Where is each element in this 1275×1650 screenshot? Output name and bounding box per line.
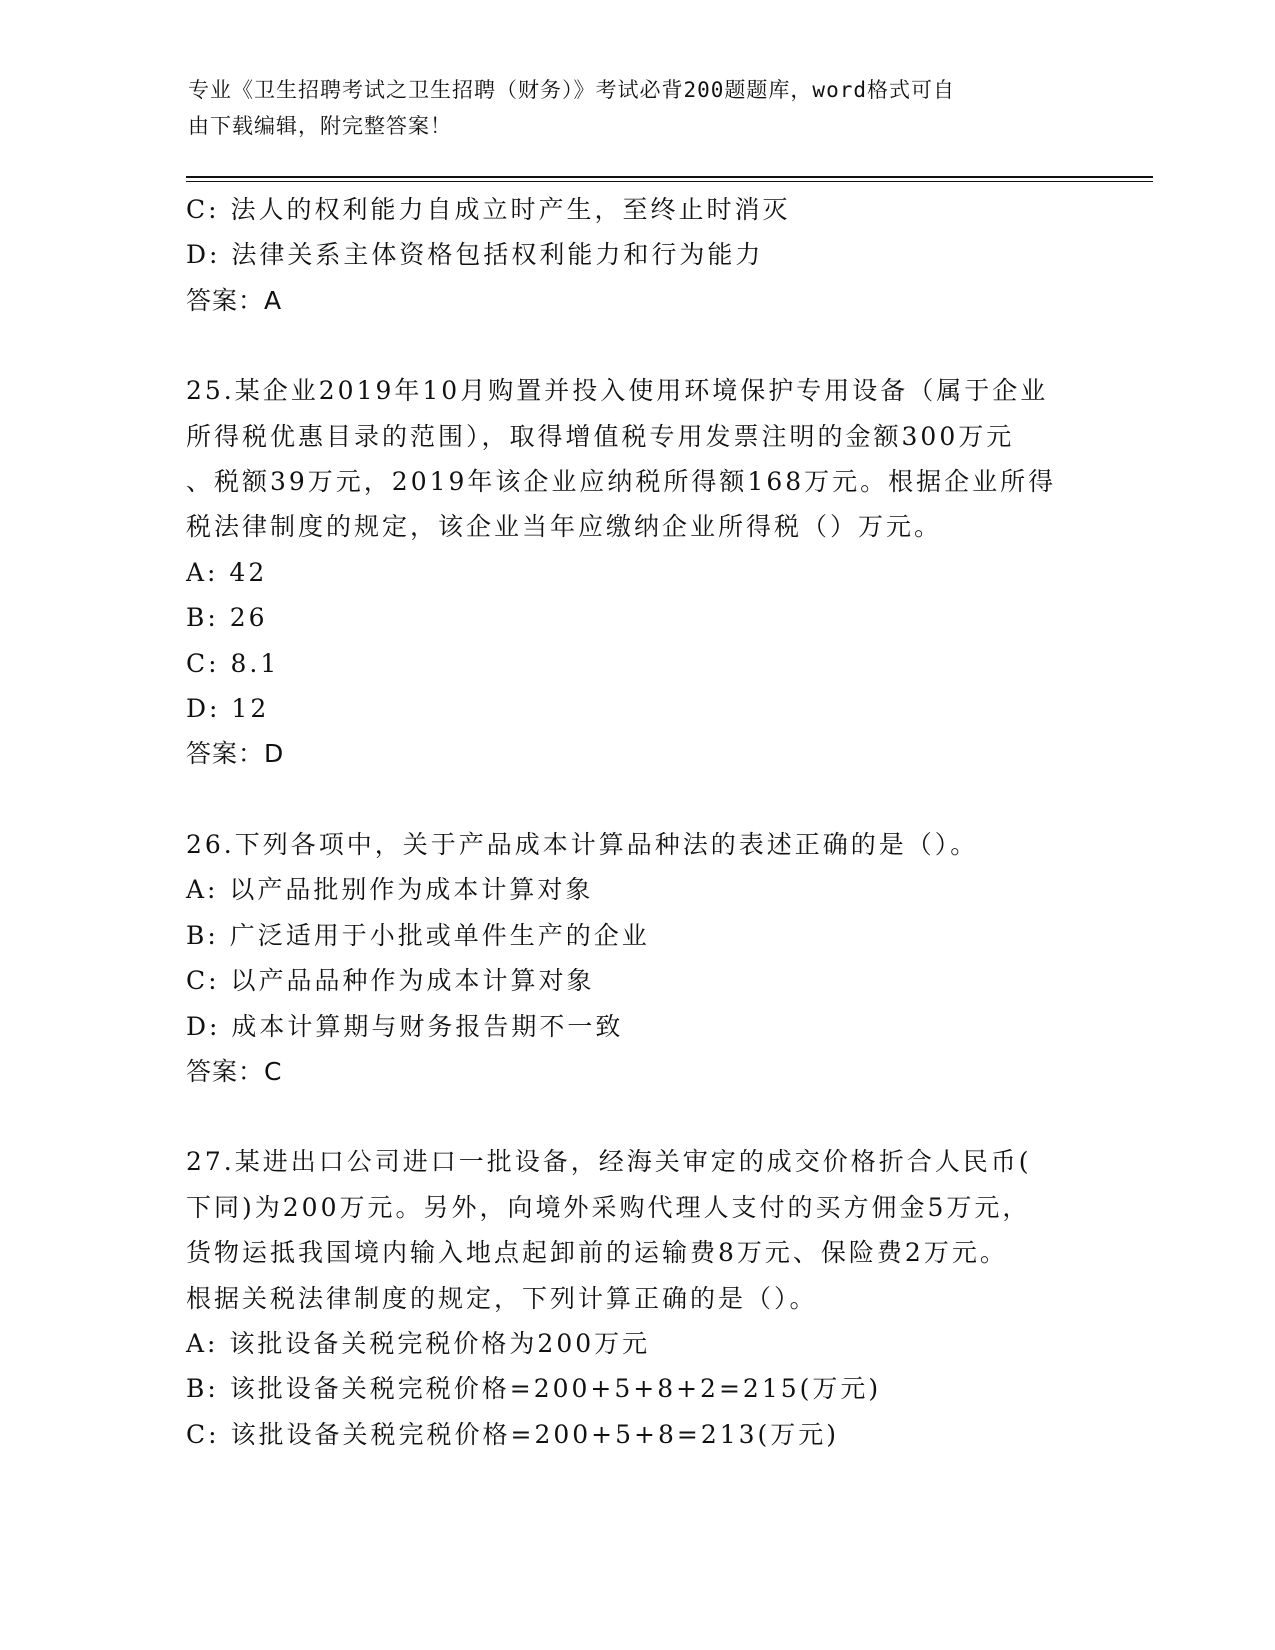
spacer	[186, 1094, 1106, 1139]
question-text-line: 货物运抵我国境内输入地点起卸前的运输费8万元、保险费2万元。	[186, 1238, 1008, 1268]
question-25	[186, 368, 1106, 777]
previous-question-tail	[186, 187, 1106, 323]
option-d: D: 12	[186, 694, 270, 724]
option-c: C: 以产品品种作为成本计算对象	[186, 966, 595, 996]
question-text-line: 25.某企业2019年10月购置并投入使用环境保护专用设备（属于企业	[186, 376, 1049, 406]
header-rule-thin	[186, 181, 1153, 182]
answer: 答案：C	[186, 1056, 283, 1086]
spacer	[186, 323, 1106, 368]
question-text-line: 根据关税法律制度的规定，下列计算正确的是（）。	[186, 1283, 818, 1313]
option-c: C: 8.1	[186, 648, 280, 678]
option-a: A: 42	[186, 557, 268, 587]
question-text-line: 下同)为200万元。另外，向境外采购代理人支付的买方佣金5万元，	[186, 1192, 1031, 1222]
option-d: D: 成本计算期与财务报告期不一致	[186, 1011, 624, 1041]
option-a: A: 以产品批别作为成本计算对象	[186, 875, 594, 905]
option-c: C: 该批设备关税完税价格=200+5+8=213(万元)	[186, 1419, 840, 1449]
question-26	[186, 822, 1106, 1094]
spacer	[186, 777, 1106, 822]
header-line-1: 专业《卫生招聘考试之卫生招聘（财务）》考试必背200题题库，word格式可自	[188, 78, 955, 102]
header-rule-thick	[186, 176, 1153, 178]
option-b: B: 广泛适用于小批或单件生产的企业	[186, 920, 650, 950]
option-b: B: 26	[186, 603, 268, 633]
question-text-line: 27.某进出口公司进口一批设备，经海关审定的成交价格折合人民币(	[186, 1147, 1032, 1177]
question-text-line: 、税额39万元，2019年该企业应纳税所得额168万元。根据企业所得	[186, 467, 1057, 497]
option-c: C: 法人的权利能力自成立时产生，至终止时消灭	[186, 195, 791, 224]
question-27	[186, 1139, 1106, 1457]
document-header	[188, 72, 1068, 144]
option-d: D: 法律关系主体资格包括权利能力和行为能力	[186, 240, 764, 270]
answer: 答案：D	[186, 739, 285, 769]
question-text-line: 26.下列各项中，关于产品成本计算品种法的表述正确的是（）。	[186, 829, 979, 859]
document-body	[186, 187, 1106, 1457]
question-text-line: 税法律制度的规定，该企业当年应缴纳企业所得税（）万元。	[186, 512, 943, 542]
option-a: A: 该批设备关税完税价格为200万元	[186, 1328, 651, 1358]
question-text-line: 所得税优惠目录的范围），取得增值税专用发票注明的金额300万元	[186, 421, 1015, 451]
answer: 答案：A	[186, 285, 283, 315]
header-line-2: 由下载编辑，附完整答案！	[188, 114, 452, 138]
option-b: B: 该批设备关税完税价格=200+5+8+2=215(万元)	[186, 1374, 882, 1404]
